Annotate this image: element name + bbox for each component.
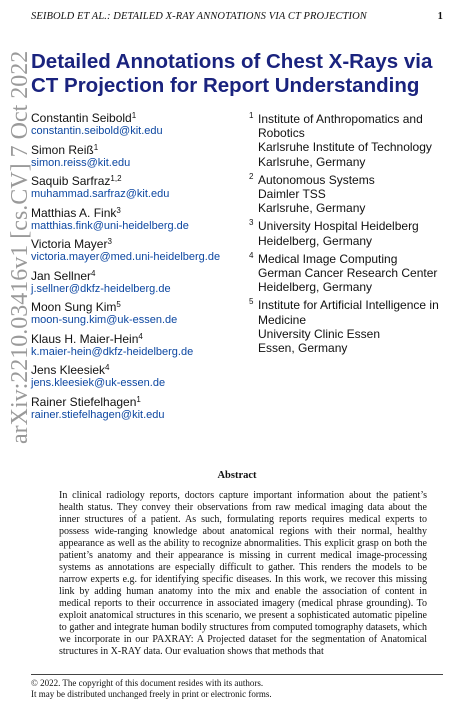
author-name [31,395,241,409]
affiliation-list [249,112,449,359]
affiliation-line: Karlsruhe, Germany [258,201,366,216]
author-email-link[interactable]: simon.reiss@kit.edu [31,156,131,169]
affiliation-marker: 5 [116,300,121,309]
affiliation-number: 2 [249,171,254,181]
author-email-link[interactable]: victoria.mayer@med.uni-heidelberg.de [31,251,221,263]
affiliation-number: 3 [249,218,254,228]
affiliation-marker: 4 [105,363,110,372]
affiliation-entry [249,173,449,216]
author-name-text: Matthias A. Fink [31,205,117,220]
footnote-divider [31,674,443,675]
author-name-text: Rainer Stiefelhagen [31,394,137,409]
abstract-text: In clinical radiology reports, doctors capture important information about the patient’s health status. They convey their observations from raw medical imaging data about the inner structures of a patient. As such, formulating reports requires medical experts to possess wide-ranging knowledge about anatomical regions with their normal, healthy appearance as well as the ability to recognize abnormalities. This explicit grasp on both the patient’s anatomy and their appearance is missing in current medical image-processing systems as annotations are especially difficult to gather. This renders the models to be narrow experts e.g. for identifying specific diseases. In this work, we recover this missing link by adding human anatomy into the mix and enable the association of content in medical reports to their occurrence in associated imagery (medical phrase grounding). To exploit anatomical structures in this scenario, we present a sophisticated automatic pipeline to gather and integrate human bodily structures from computed tomography datasets, which we incorporate in our PAXRAY: A Projected dataset for the segmentation of Anatomical structures in X-RAY data. Our evaluation shows that methods that [59,490,427,657]
affiliation-marker: 3 [107,237,112,246]
affiliation-line: German Cancer Research Center [258,266,438,281]
author-name-text: Jens Kleesiek [31,363,106,377]
affiliation-line: Karlsruhe Institute of Technology [258,140,432,155]
affiliation-number: 5 [249,297,254,307]
author-name [31,300,241,314]
abstract-heading: Abstract [217,470,257,481]
author-list [31,111,241,426]
affiliation-line: University Clinic Essen [258,326,381,341]
author-email-link[interactable]: k.maier-hein@dkfz-heidelberg.de [31,345,194,358]
affiliation-marker: 1 [131,111,137,120]
author-email-link[interactable]: jens.kleesiek@uk-essen.de [31,377,166,389]
author-name [31,269,241,283]
running-head [31,11,443,25]
affiliation-line: Medicine [258,312,307,327]
author-name-text: Klaus H. Maier-Hein [31,331,139,346]
author-name [31,363,241,377]
running-head-text: SEIBOLD ET AL.: DETAILED X-RAY ANNOTATIONS VIA CT PROJECTION [31,11,367,22]
affiliation-line: Heidelberg, Germany [258,280,373,295]
author-name-text: Constantin Seibold [31,111,132,125]
page-number: 1 [437,11,443,22]
author-name-text: Moon Sung Kim [31,300,117,314]
affiliation-line: Medical Image Computing [258,251,398,266]
author-email-link[interactable]: rainer.stiefelhagen@kit.edu [31,408,165,421]
affiliation-marker: 1 [136,394,141,404]
copyright-footnote [31,678,443,700]
author-entry [31,111,241,143]
paper-title: Detailed Annotations of Chest X-Rays via CT Projection for Report Understanding [31,50,433,97]
author-email-link[interactable]: moon-sung.kim@uk-essen.de [31,314,178,326]
affiliation-marker: 4 [138,331,143,341]
affiliation-line: Essen, Germany [258,341,348,356]
author-entry [31,363,241,395]
author-entry [31,237,241,269]
affiliation-marker: 4 [91,268,96,278]
author-entry [31,143,241,175]
author-name-text: Simon Reiß [31,142,94,157]
author-email-link[interactable]: matthias.fink@uni-heidelberg.de [31,219,189,232]
affiliation-entry [249,252,449,295]
author-name [31,111,241,125]
author-email-link[interactable]: constantin.seibold@kit.edu [31,125,163,137]
author-email-link[interactable]: muhammad.sarfraz@kit.edu [31,188,170,200]
affiliation-entry [249,298,449,355]
author-name [31,174,241,188]
author-name-text: Jan Sellner [31,268,92,283]
author-name [31,206,241,220]
affiliation-line: University Hospital Heidelberg [258,219,419,234]
author-name [31,237,241,251]
author-email-link[interactable]: j.sellner@dkfz-heidelberg.de [31,282,171,295]
license-line: It may be distributed unchanged freely in print or electronic forms. [31,689,272,699]
author-name [31,332,241,346]
affiliation-line: Karlsruhe, Germany [258,154,366,169]
copyright-line: © 2022. The copyright of this document resides with its authors. [31,678,264,688]
affiliation-line: Autonomous Systems [258,172,375,187]
author-entry [31,332,241,364]
author-name [31,143,241,157]
author-entry [31,395,241,427]
affiliation-entry [249,219,449,247]
affiliation-number: 1 [249,111,254,120]
affiliation-line: Institute for Artificial Intelligence in [258,298,439,313]
affiliation-line: Daimler TSS [258,187,326,202]
affiliation-marker: 3 [116,205,121,215]
author-name-text: Victoria Mayer [31,237,108,251]
author-entry [31,300,241,332]
author-entry [31,206,241,238]
author-name-text: Saquib Sarfraz [31,174,111,188]
affiliation-line: Robotics [258,126,305,141]
author-entry [31,269,241,301]
affiliation-marker: 1,2 [110,174,122,183]
author-entry [31,174,241,206]
affiliation-number: 4 [249,250,254,260]
affiliation-line: Institute of Anthropomatics and [258,112,423,126]
affiliation-line: Heidelberg, Germany [258,233,373,248]
arxiv-stamp[interactable]: arXiv:2210.03416v1 [cs.CV] 7 Oct 2022 [7,50,33,444]
affiliation-entry [249,112,449,169]
affiliation-marker: 1 [93,142,99,152]
